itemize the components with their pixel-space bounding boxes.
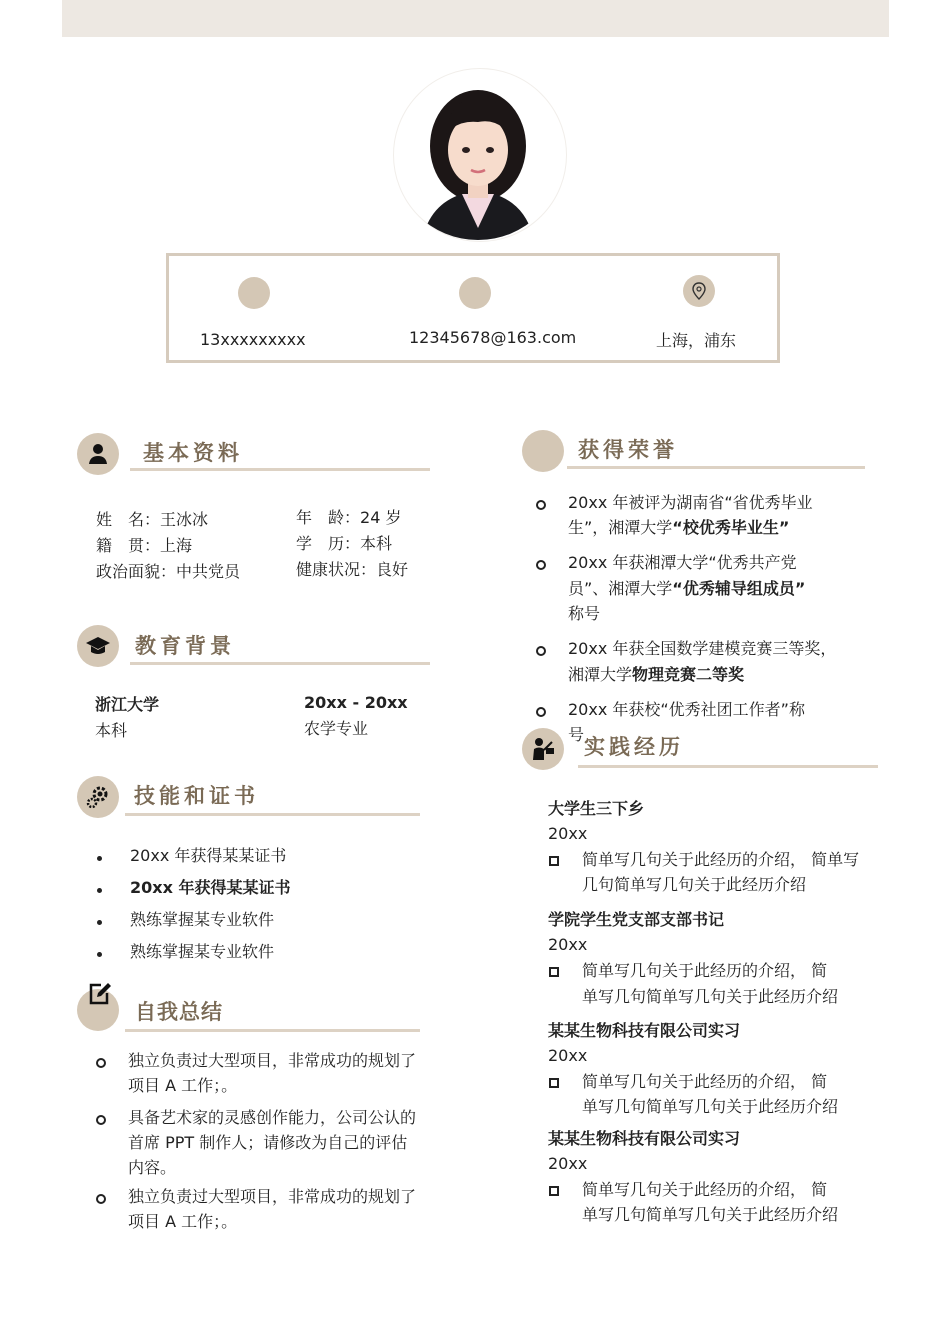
education-level: 本科 bbox=[95, 721, 128, 740]
bullet bbox=[549, 856, 559, 866]
bullet bbox=[97, 952, 102, 957]
honor-line: 号 bbox=[568, 725, 585, 744]
bullet bbox=[96, 1058, 106, 1068]
name-row: 姓 名：王冰冰 bbox=[96, 510, 209, 529]
practice-desc: 单写几句简单写几句关于此经历介绍 bbox=[582, 987, 839, 1006]
age-row: 年 龄：24 岁 bbox=[296, 508, 402, 527]
honor-line: 20xx 年获全国数学建模竞赛三等奖， bbox=[568, 639, 837, 658]
profile-photo bbox=[410, 86, 546, 240]
practice-year: 20xx bbox=[548, 1154, 588, 1173]
presenter-icon bbox=[522, 728, 564, 770]
practice-desc: 单写几句简单写几句关于此经历介绍 bbox=[582, 1097, 839, 1116]
skill-item: 熟练掌握某专业软件 bbox=[130, 910, 275, 929]
honor-line: 员”、湘潭大学“优秀辅导组成员” bbox=[568, 579, 806, 598]
honor-line: 称号 bbox=[568, 604, 601, 623]
top-band bbox=[62, 0, 889, 37]
section-title-skills: 技能和证书 bbox=[134, 784, 259, 808]
gears-icon bbox=[77, 776, 119, 818]
summary-item: 独立负责过大型项目，非常成功的规划了项目 A 工作；。 bbox=[128, 1051, 417, 1095]
school-name: 浙江大学 bbox=[95, 695, 160, 714]
email-address: 12345678@163.com bbox=[409, 328, 577, 347]
bullet bbox=[96, 1115, 106, 1125]
section-divider bbox=[125, 1029, 420, 1032]
education-major: 农学专业 bbox=[304, 719, 369, 738]
user-icon bbox=[77, 433, 119, 475]
summary-item: 具备艺术家的灵感创作能力，公司公认的首席 PPT 制作人；请修改为自己的评估内容。 bbox=[128, 1108, 417, 1177]
bullet bbox=[536, 646, 546, 656]
summary-item: 独立负责过大型项目，非常成功的规划了项目 A 工作；。 bbox=[128, 1187, 417, 1231]
bullet bbox=[549, 1186, 559, 1196]
section-title-honors: 获得荣誉 bbox=[578, 438, 678, 462]
section-title-basic: 基本资料 bbox=[143, 441, 243, 465]
practice-org: 某某生物科技有限公司实习 bbox=[548, 1129, 741, 1148]
phone-icon bbox=[238, 277, 270, 309]
section-title-education: 教育背景 bbox=[135, 634, 235, 658]
section-title-practice: 实践经历 bbox=[584, 735, 684, 759]
skill-item: 20xx 年获得某某证书 bbox=[130, 846, 287, 865]
bullet bbox=[536, 560, 546, 570]
education-period: 20xx - 20xx bbox=[304, 693, 408, 712]
honor-line: 20xx 年获校“优秀社团工作者”称 bbox=[568, 700, 805, 719]
location-text: 上海，浦东 bbox=[656, 331, 737, 350]
bullet bbox=[97, 856, 102, 861]
edit-icon bbox=[87, 981, 113, 1007]
practice-desc: 简单写几句关于此经历的介绍， 简单写 bbox=[582, 850, 860, 869]
practice-org: 某某生物科技有限公司实习 bbox=[548, 1021, 741, 1040]
section-divider bbox=[130, 662, 430, 665]
health-row: 健康状况：良好 bbox=[296, 560, 409, 579]
practice-desc: 几句简单写几句关于此经历介绍 bbox=[582, 875, 807, 894]
practice-org: 大学生三下乡 bbox=[548, 799, 645, 818]
location-pin-icon bbox=[683, 275, 715, 307]
honor-line: 湘潭大学物理竞赛二等奖 bbox=[568, 665, 745, 684]
practice-desc: 简单写几句关于此经历的介绍， 简 bbox=[582, 1072, 828, 1091]
bullet bbox=[97, 920, 102, 925]
practice-org: 学院学生党支部支部书记 bbox=[548, 910, 725, 929]
politics-row: 政治面貌：中共党员 bbox=[96, 562, 241, 581]
bullet bbox=[536, 500, 546, 510]
skill-item: 20xx 年获得某某证书 bbox=[130, 878, 291, 897]
degree-row: 学 历：本科 bbox=[296, 534, 393, 553]
award-icon bbox=[522, 430, 564, 472]
section-divider bbox=[125, 813, 420, 816]
practice-year: 20xx bbox=[548, 1046, 588, 1065]
honor-line: 20xx 年被评为湖南省“省优秀毕业 bbox=[568, 493, 813, 512]
origin-row: 籍 贯：上海 bbox=[96, 536, 193, 555]
section-divider bbox=[567, 466, 865, 469]
skill-item: 熟练掌握某专业软件 bbox=[130, 942, 275, 961]
practice-desc: 简单写几句关于此经历的介绍， 简 bbox=[582, 1180, 828, 1199]
bullet bbox=[549, 1078, 559, 1088]
bullet bbox=[536, 707, 546, 717]
email-icon bbox=[459, 277, 491, 309]
phone-number: 13xxxxxxxxx bbox=[200, 330, 306, 349]
practice-desc: 简单写几句关于此经历的介绍， 简 bbox=[582, 961, 828, 980]
practice-year: 20xx bbox=[548, 935, 588, 954]
section-divider bbox=[578, 765, 878, 768]
practice-year: 20xx bbox=[548, 824, 588, 843]
bullet bbox=[96, 1194, 106, 1204]
honor-line: 20xx 年获湘潭大学“优秀共产党 bbox=[568, 553, 797, 572]
section-divider bbox=[130, 468, 430, 471]
section-title-summary: 自我总结 bbox=[135, 1000, 223, 1024]
honor-line: 生”，湘潭大学“校优秀毕业生” bbox=[568, 518, 790, 537]
bullet bbox=[549, 967, 559, 977]
practice-desc: 单写几句简单写几句关于此经历介绍 bbox=[582, 1205, 839, 1224]
bullet bbox=[97, 888, 102, 893]
graduation-cap-icon bbox=[77, 625, 119, 667]
